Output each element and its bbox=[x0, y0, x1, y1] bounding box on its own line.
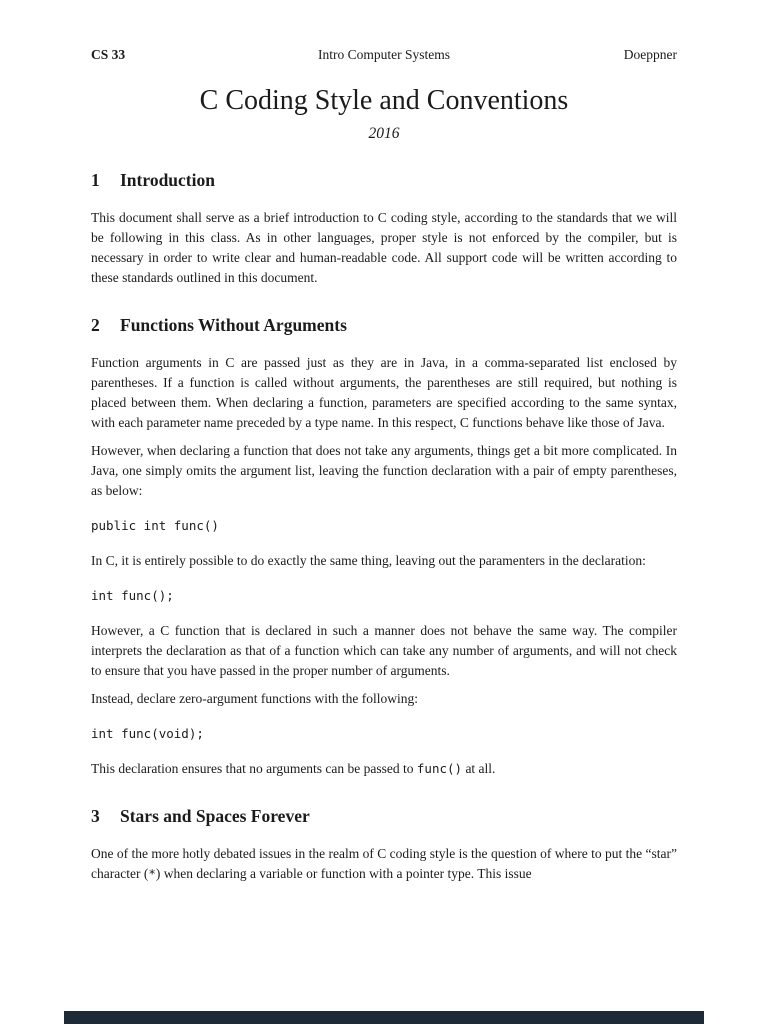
header-course-title: Intro Computer Systems bbox=[318, 47, 450, 62]
text-run: One of the more hotly debated issues in the realm of C coding style is the question of where to put the “star” character ( bbox=[91, 846, 677, 881]
section-heading-stars-and-spaces bbox=[91, 805, 677, 827]
section-heading-introduction bbox=[91, 169, 677, 191]
section-heading-functions-without-arguments bbox=[91, 314, 677, 336]
inline-code-star: * bbox=[148, 866, 156, 881]
paragraph-args-6 bbox=[91, 759, 677, 779]
text-run: at all. bbox=[462, 761, 496, 776]
page-header bbox=[91, 0, 677, 63]
text-run: This declaration ensures that no arguments can be passed to bbox=[91, 761, 417, 776]
header-author: Doeppner bbox=[623, 47, 677, 62]
paragraph-intro: This document shall serve as a brief introduction to C coding style, according to the standards that we will be following in this class. As in other languages, proper style is not enforced by the compiler, but is necessary in order to write clear and human-readable code. All support code will be written according to these standards outlined in this document. bbox=[91, 210, 677, 285]
paragraph-args-5: Instead, declare zero-argument functions with the following: bbox=[91, 691, 419, 706]
paragraph-args-4: However, a C function that is declared in such a manner does not behave the same way. The compiler interprets the declaration as that of a function which can take any number of arguments, and will not check to ensure that you have passed in the proper number of arguments. bbox=[91, 623, 677, 678]
document-year: 2016 bbox=[368, 125, 400, 142]
code-c-func-void-declaration: int func(void); bbox=[91, 726, 204, 741]
next-page-edge-bar bbox=[64, 1011, 704, 1024]
document-title: C Coding Style and Conventions bbox=[199, 85, 569, 116]
section-number: 2 bbox=[91, 315, 100, 335]
inline-code-func: func() bbox=[416, 761, 463, 776]
section-title: Functions Without Arguments bbox=[120, 315, 347, 335]
code-java-func-declaration: public int func() bbox=[91, 518, 219, 533]
header-course: CS 33 bbox=[91, 47, 126, 62]
paragraph-stars-1 bbox=[91, 844, 677, 884]
section-number: 3 bbox=[91, 806, 100, 826]
paragraph-args-2: However, when declaring a function that does not take any arguments, things get a bit more complicated. In Java, one simply omits the argument list, leaving the function declaration with a pair of empty parentheses, as below: bbox=[91, 443, 677, 498]
code-c-func-declaration: int func(); bbox=[91, 588, 174, 603]
text-run: ) when declaring a variable or function with a pointer type. This issue bbox=[155, 866, 532, 881]
paragraph-args-3: In C, it is entirely possible to do exactly the same thing, leaving out the paramenters in the declaration: bbox=[91, 553, 646, 568]
section-title: Stars and Spaces Forever bbox=[120, 806, 310, 826]
section-number: 1 bbox=[91, 170, 100, 190]
paragraph-args-1: Function arguments in C are passed just as they are in Java, in a comma-separated list enclosed by parentheses. If a function is called without arguments, the parentheses are still required, but nothing is placed between them. When declaring a function, parameters are specified according to the same syntax, with each parameter name preceded by a type name. In this respect, C functions behave like those of Java. bbox=[91, 355, 677, 430]
section-title: Introduction bbox=[120, 170, 215, 190]
